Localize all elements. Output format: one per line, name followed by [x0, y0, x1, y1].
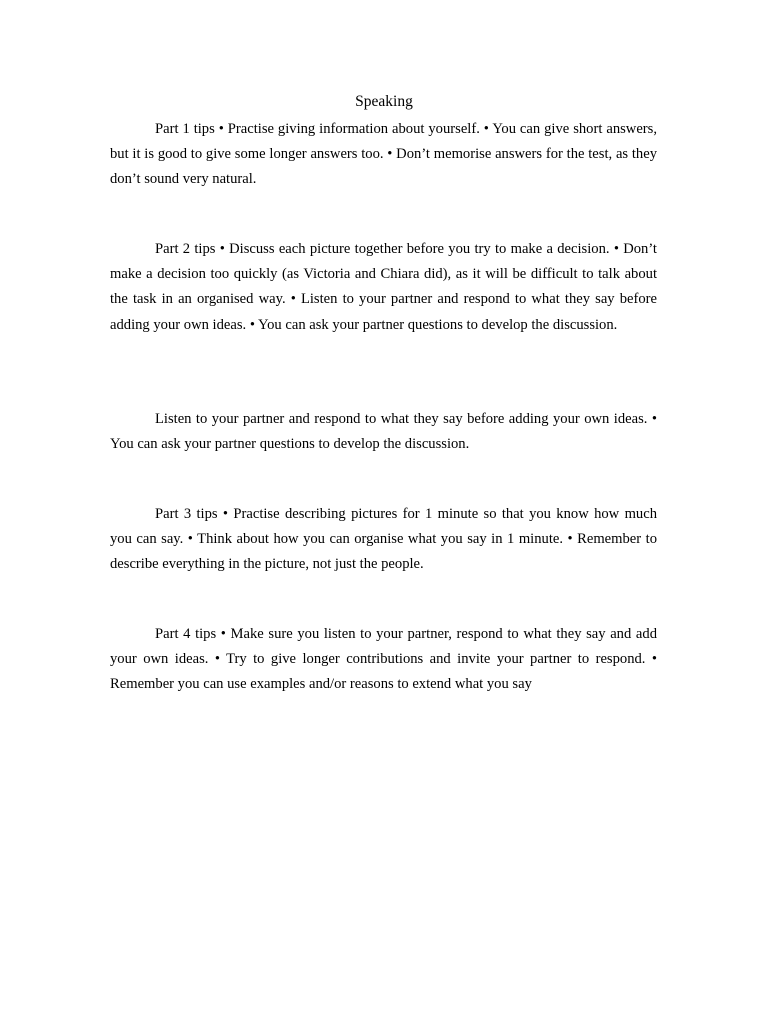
paragraph-part-4-tips: Part 4 tips • Make sure you listen to your partner, respond to what they say and add your own ideas. • Try to give longer contributions and invite your partner to respond. • Remember you can use examples and/or reasons to extend what you say	[110, 626, 657, 693]
page-title: Speaking	[355, 93, 413, 110]
paragraph-part-1-tips: Part 1 tips • Practise giving information about yourself. • You can give short answers, but it is good to give some longer answers too. • Don’t memorise answers for the test, as they don’t sound very natural.	[110, 121, 657, 188]
paragraph-part-3-tips: Part 3 tips • Practise describing pictures for 1 minute so that you know how much you can say. • Think about how you can organise what you say in 1 minute. • Remember to describe everything in the picture, not just the people.	[110, 506, 657, 573]
paragraph-listen-tips: Listen to your partner and respond to what they say before adding your own ideas. • You can ask your partner questions to develop the discussion.	[110, 411, 657, 453]
paragraph-part-2-tips: Part 2 tips • Discuss each picture together before you try to make a decision. • Don’t make a decision too quickly (as Victoria and Chiara did), as it will be difficult to talk about the task in an organised way. • Listen to your partner and respond to what they say before adding your own ideas. • You can ask your partner questions to develop the discussion.	[110, 241, 657, 333]
